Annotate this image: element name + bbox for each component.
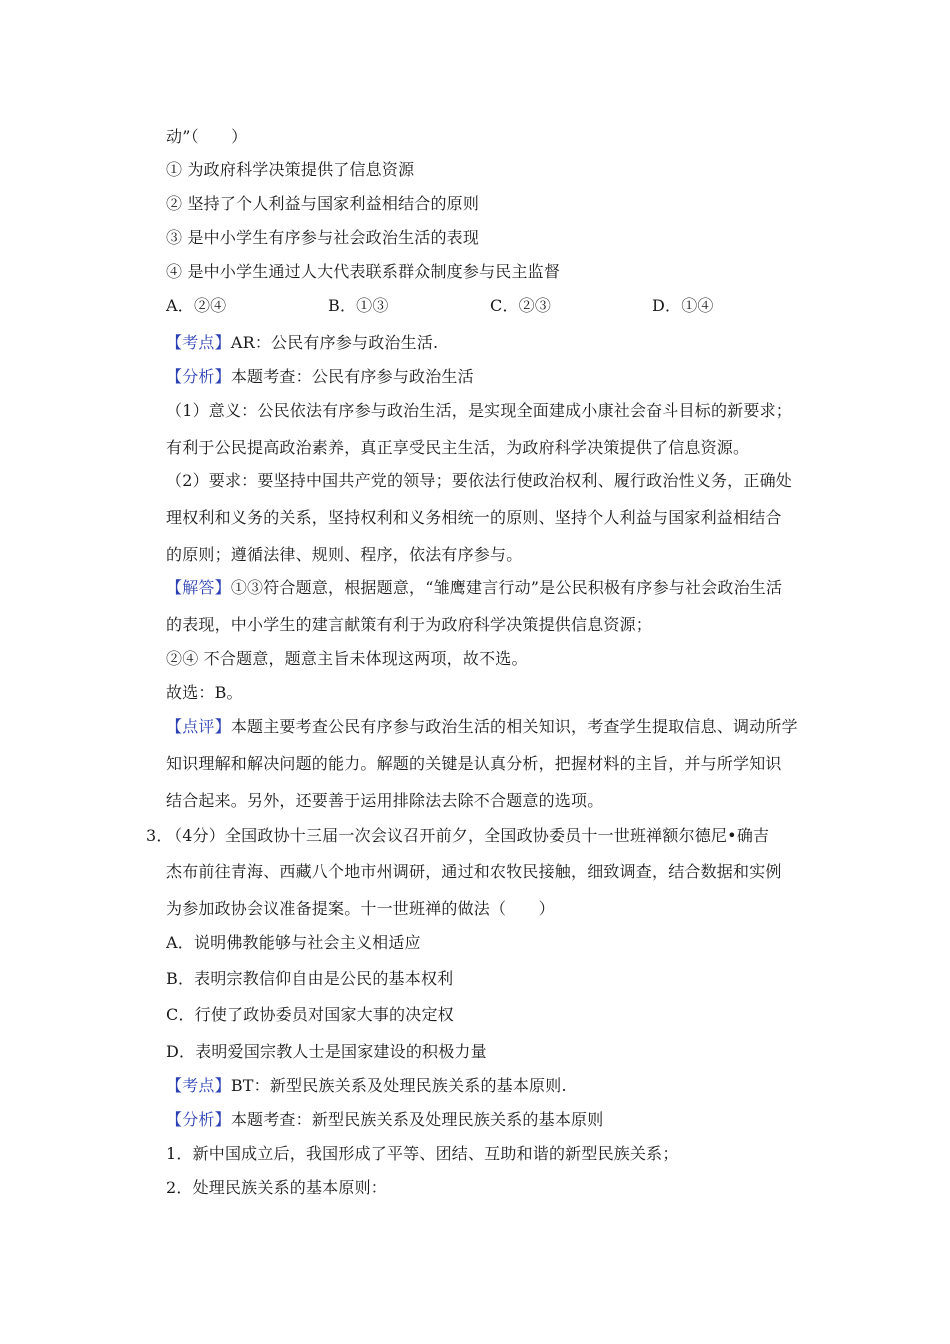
- q2-fenxi-line-2: 有利于公民提高政治素养，真正享受民主生活，为政府科学决策提供了信息资源。: [166, 438, 750, 457]
- q2-options: [166, 296, 820, 316]
- q3-stem-line-3: 为参加政协会议准备提案。十一世班禅的做法（ ）: [166, 899, 555, 918]
- q2-dianping-text: 本题主要考查公民有序参与政治生活的相关知识，考查学生提取信息、调动所学: [230, 717, 798, 736]
- q2-statement-4: ④ 是中小学生通过人大代表联系群众制度参与民主监督: [166, 262, 561, 281]
- q3-stem-line-2: 杰布前往青海、西藏八个地市州调研，通过和农牧民接触，细致调查，结合数据和实例: [166, 862, 782, 881]
- q2-option-a: A．②④: [166, 296, 227, 315]
- q2-kaodian: [166, 333, 820, 353]
- q2-jieda-line-3: 故选：B。: [166, 683, 243, 702]
- q3-fenxi-text: 本题考查：新型民族关系及处理民族关系的基本原则: [230, 1110, 604, 1129]
- q2-jieda-tag: 【解答】: [166, 578, 231, 597]
- q2-jieda: [166, 578, 820, 598]
- q2-jieda-text: ①③符合题意，根据题意，“雏鹰建言行动”是公民积极有序参与社会政治生活: [230, 578, 783, 597]
- q3-fenxi-line-2: 2．处理民族关系的基本原则：: [166, 1178, 387, 1197]
- q3-option-a: A．说明佛教能够与社会主义相适应: [166, 933, 421, 952]
- q2-statement-3: ③ 是中小学生有序参与社会政治生活的表现: [166, 228, 480, 247]
- q3-option-d: D．表明爱国宗教人士是国家建设的积极力量: [166, 1042, 487, 1061]
- q2-dianping-line-1: 知识理解和解决问题的能力。解题的关键是认真分析，把握材料的主旨，并与所学知识: [166, 754, 782, 773]
- q3-kaodian-text: BT：新型民族关系及处理民族关系的基本原则.: [230, 1076, 567, 1095]
- q2-fenxi-line-5: 的原则；遵循法律、规则、程序，依法有序参与。: [166, 545, 523, 564]
- q2-jieda-line-1: 的表现，中小学生的建言献策有利于为政府科学决策提供信息资源；: [166, 615, 653, 634]
- q2-dianping-tag: 【点评】: [166, 717, 231, 736]
- q2-fenxi-tag: 【分析】: [166, 367, 231, 386]
- q2-fenxi: [166, 367, 820, 387]
- q2-kaodian-tag: 【考点】: [166, 333, 231, 352]
- q3-fenxi-line-1: 1．新中国成立后，我国形成了平等、团结、互助和谐的新型民族关系；: [166, 1144, 679, 1163]
- q3-fenxi: [166, 1110, 820, 1130]
- q2-fenxi-text: 本题考查：公民有序参与政治生活: [230, 367, 474, 386]
- q3-fenxi-tag: 【分析】: [166, 1110, 231, 1129]
- q2-option-d: D．①④: [652, 296, 714, 315]
- q2-dianping-line-2: 结合起来。另外，还要善于运用排除法去除不合题意的选项。: [166, 791, 604, 810]
- q2-statement-2: ② 坚持了个人利益与国家利益相结合的原则: [166, 194, 480, 213]
- q3-option-c: C．行使了政协委员对国家大事的决定权: [166, 1005, 454, 1024]
- q2-kaodian-text: AR：公民有序参与政治生活.: [230, 333, 439, 352]
- q3-kaodian: [166, 1076, 820, 1096]
- q2-jieda-line-2: ②④ 不合题意，题意主旨未体现这两项，故不选。: [166, 649, 528, 668]
- q3-number: 3．: [146, 826, 173, 845]
- q3-option-b: B．表明宗教信仰自由是公民的基本权利: [166, 969, 454, 988]
- q2-fenxi-line-3: （2）要求：要坚持中国共产党的领导；要依法行使政治权利、履行政治性义务，正确处: [166, 471, 792, 490]
- q2-fenxi-line-1: （1）意义：公民依法有序参与政治生活，是实现全面建成小康社会奋斗目标的新要求；: [166, 401, 792, 420]
- q3-stem-line-1: [146, 826, 820, 846]
- q2-dianping: [166, 717, 820, 737]
- q3-stem-line-1-text: （4分）全国政协十三届一次会议召开前夕，全国政协委员十一世班禅额尔德尼•确吉: [166, 826, 770, 845]
- q2-option-c: C．②③: [490, 296, 552, 315]
- q2-stem-tail: 动”（ ）: [166, 127, 248, 146]
- q2-option-b: B．①③: [328, 296, 389, 315]
- q2-statement-1: ① 为政府科学决策提供了信息资源: [166, 160, 415, 179]
- q2-fenxi-line-4: 理权利和义务的关系，坚持权利和义务相统一的原则、坚持个人利益与国家利益相结合: [166, 508, 782, 527]
- q3-kaodian-tag: 【考点】: [166, 1076, 231, 1095]
